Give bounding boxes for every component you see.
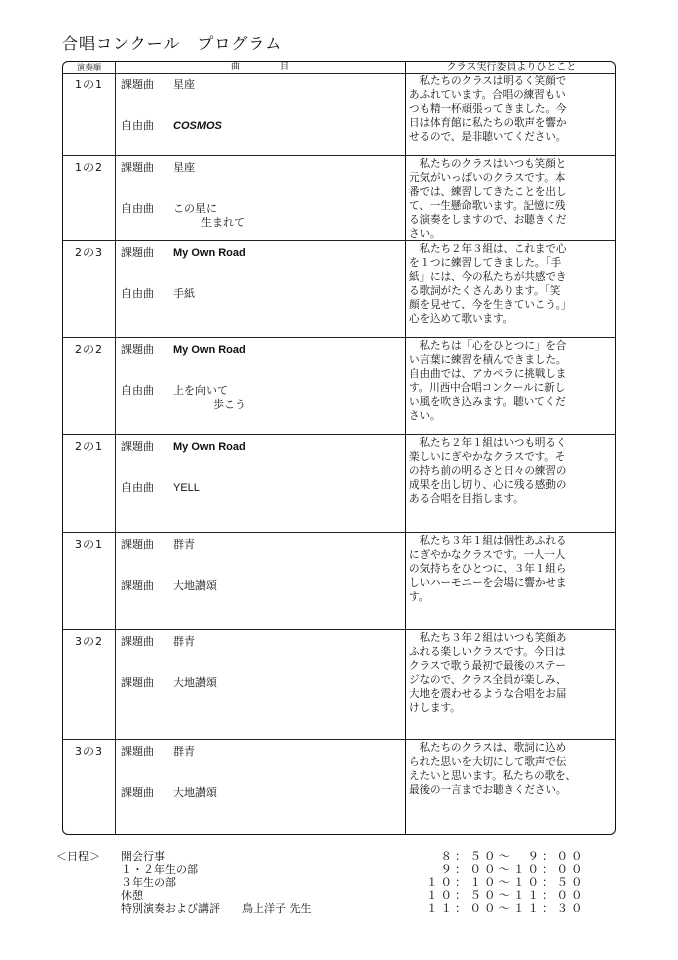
class-name: 3の1 — [75, 538, 103, 551]
song-title-continued: 生まれて — [201, 216, 245, 229]
song-free — [121, 674, 217, 690]
class-name: 1の2 — [75, 161, 103, 174]
song-free — [121, 784, 217, 800]
table-row — [63, 157, 615, 238]
song-title: COSMOS — [173, 120, 222, 132]
table-row — [63, 436, 615, 531]
header-comment: クラス実行委員よりひとこと — [446, 62, 577, 73]
song-title: 手紙 — [173, 287, 195, 300]
song-title: YELL — [173, 482, 200, 494]
song-assigned — [121, 341, 246, 357]
row-divider — [63, 240, 615, 241]
class-name: 3の2 — [75, 635, 103, 648]
song-assigned — [121, 743, 195, 759]
schedule-event: 休憩 — [121, 889, 143, 902]
class-message: 私たちは「心をひとつに」を合 い言葉に練習を積んできました。 自由曲では、アカペラに挑戦しま す。川西中合唱コンクールに新し い風を吹き込みます。聴いてくだ さい。 — [409, 340, 567, 422]
schedule-time: １１：００～１１：３０ — [426, 901, 586, 915]
row-divider — [63, 739, 615, 740]
song-kind: 課題曲 — [121, 440, 154, 453]
song-title: My Own Road — [173, 441, 246, 453]
song-assigned — [121, 438, 246, 454]
schedule-time: １０：５０～１１：００ — [426, 888, 586, 902]
table-row — [63, 631, 615, 741]
class-message: 私たちのクラスはいつも笑顔と 元気がいっぱいのクラスです。本 番では、練習してきたことを出し て、一生懸命歌います。記憶に残 る演奏をしますので、お聴きくだ さい。 — [409, 158, 567, 240]
class-message: 私たちのクラスは明るく笑顔で あふれています。合唱の練習もい つも精一杯頑張ってきました。今 日は体育館に私たちの歌声を響か せるので、是非聴いてください。 — [409, 75, 567, 143]
class-name: 2の1 — [75, 440, 103, 453]
song-title-continued: 歩こう — [213, 398, 246, 411]
song-kind: 自由曲 — [121, 202, 154, 215]
song-kind: 課題曲 — [121, 161, 154, 174]
song-assigned — [121, 633, 195, 649]
table-row — [63, 242, 615, 337]
song-title: My Own Road — [173, 344, 246, 356]
schedule-event: ３年生の部 — [121, 876, 176, 889]
song-kind: 自由曲 — [121, 119, 154, 132]
song-title: 星座 — [173, 78, 195, 91]
song-kind: 課題曲 — [121, 579, 154, 592]
song-kind: 自由曲 — [121, 384, 154, 397]
header-order: 演奏順 — [77, 63, 101, 72]
schedule-label: ＜日程＞ — [56, 850, 100, 863]
song-free — [121, 117, 222, 133]
song-kind: 自由曲 — [121, 287, 154, 300]
song-title: 上を向いて — [173, 384, 228, 397]
song-assigned — [121, 159, 195, 175]
table-row — [63, 74, 615, 155]
schedule-time: ９：００～１０：００ — [426, 862, 586, 876]
song-title: My Own Road — [173, 247, 246, 259]
class-message: 私たち３年２組はいつも笑顔あ ふれる楽しいクラスです。今日は クラスで歌う最初で最後のステー ジなので、クラス全員が楽しみ、 大地を震わせるような合唱をお届 けします。 — [409, 632, 567, 714]
row-divider — [63, 629, 615, 630]
schedule-event: 開会行事 — [121, 850, 165, 863]
song-title: 群青 — [173, 635, 195, 648]
song-kind: 課題曲 — [121, 78, 154, 91]
song-kind: 課題曲 — [121, 246, 154, 259]
song-kind: 課題曲 — [121, 676, 154, 689]
song-title: 大地讃頌 — [173, 786, 217, 799]
song-kind: 自由曲 — [121, 481, 154, 494]
class-name: 2の3 — [75, 246, 103, 259]
song-title: 大地讃頌 — [173, 579, 217, 592]
row-divider — [63, 434, 615, 435]
song-kind: 課題曲 — [121, 635, 154, 648]
table-row — [63, 339, 615, 434]
class-message: 私たち２年３組は、これまで心 を１つに練習してきました。「手 紙」には、今の私たちが共感でき る歌詞がたくさんあります。「笑 顔を見せて、今を生きていこう。」 心を込めて歌います。 — [409, 243, 572, 325]
song-free — [121, 285, 195, 301]
table-row — [63, 741, 615, 833]
schedule-time: １０：１０～１０：５０ — [426, 875, 586, 889]
song-assigned — [121, 244, 246, 260]
schedule-time: ８：５０～ ９：００ — [426, 849, 586, 863]
class-name: 1の1 — [75, 78, 103, 91]
class-message: 私たち２年１組はいつも明るく 楽しいにぎやかなクラスです。そ の持ち前の明るさと日々の練習の 成果を出し切り、心に残る感動の ある合唱を目指します。 — [409, 437, 567, 505]
song-kind: 課題曲 — [121, 343, 154, 356]
class-message: 私たち３年１組は個性あふれる にぎやかなクラスです。一人一人 の気持ちをひとつに、３年１組ら しいハーモニーを会場に響かせま す。 — [409, 535, 567, 603]
song-assigned — [121, 536, 195, 552]
song-title: 群青 — [173, 745, 195, 758]
song-title: 大地讃頌 — [173, 676, 217, 689]
table-row — [63, 534, 615, 629]
row-divider — [63, 532, 615, 533]
schedule-event: 特別演奏および講評 鳥上洋子 先生 — [121, 902, 312, 915]
song-free — [121, 479, 200, 495]
song-free — [121, 577, 217, 593]
song-kind: 課題曲 — [121, 745, 154, 758]
class-name: 3の3 — [75, 745, 103, 758]
class-message: 私たちのクラスは、歌詞に込め られた思いを大切にして歌声で伝 えたいと思います。私たちの歌を、 最後の一言までお聴きください。 — [409, 742, 577, 796]
row-divider — [63, 155, 615, 156]
song-title: 星座 — [173, 161, 195, 174]
page-title: 合唱コンクール プログラム — [62, 34, 283, 53]
class-name: 2の2 — [75, 343, 103, 356]
schedule-event: １・２年生の部 — [121, 863, 198, 876]
song-kind: 課題曲 — [121, 786, 154, 799]
program-table — [62, 61, 616, 835]
song-kind: 課題曲 — [121, 538, 154, 551]
song-free — [121, 200, 245, 229]
song-title: 群青 — [173, 538, 195, 551]
header-songs: 曲目 — [230, 62, 329, 72]
row-divider — [63, 337, 615, 338]
song-assigned — [121, 76, 195, 92]
song-free — [121, 382, 246, 411]
song-title: この星に — [173, 202, 217, 215]
